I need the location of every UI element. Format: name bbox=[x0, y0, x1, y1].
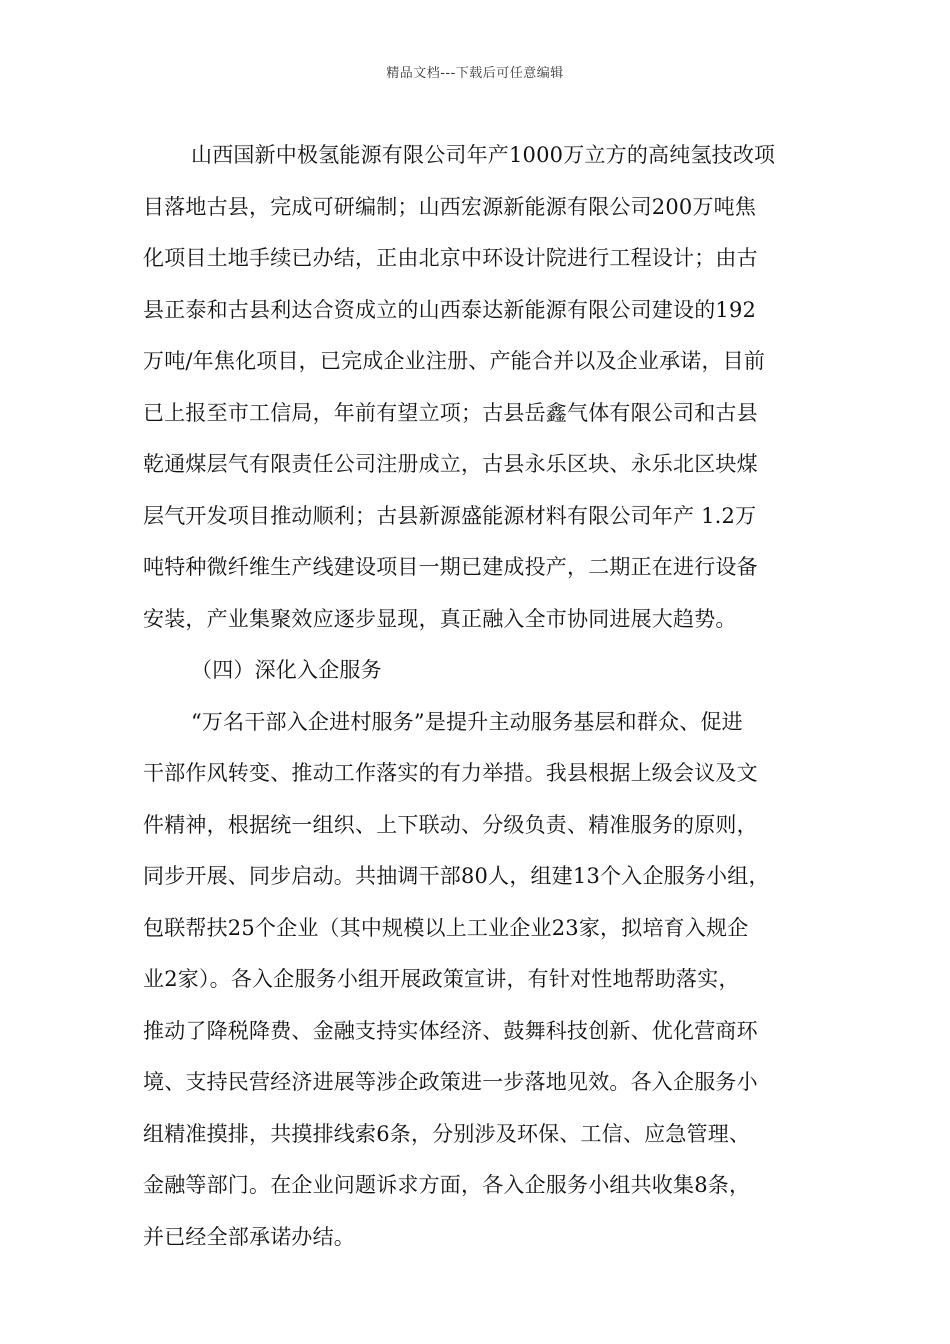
text-line: 层气开发项目推动顺利；古县新源盛能源材料有限公司年产 1.2万 bbox=[143, 503, 757, 528]
text-line: 件精神，根据统一组织、上下联动、分级负责、精准服务的原则， bbox=[143, 812, 758, 837]
text-line: “万名干部入企进村服务”是提升主动服务基层和群众、促进 bbox=[191, 709, 743, 734]
text-line: 并已经全部承诺办结。 bbox=[143, 1224, 355, 1249]
text-line: 吨特种微纤维生产线建设项目一期已建成投产，二期正在进行设备 bbox=[143, 555, 758, 579]
text-line: （四）深化入企服务 bbox=[191, 658, 382, 682]
text-line: 乾通煤层气有限责任公司注册成立，古县永乐区块、永乐北区块煤 bbox=[143, 452, 758, 476]
text-line: 包联帮扶25个企业（其中规模以上工业企业23家，拟培育入规企 bbox=[143, 915, 749, 940]
text-line: 境、支持民营经济进展等涉企政策进一步落地见效。各入企服务小 bbox=[143, 1070, 758, 1094]
text-line: 同步开展、同步启动。共抽调干部80人，组建13个入企服务小组， bbox=[143, 864, 770, 888]
text-line: 金融等部门。在企业问题诉求方面，各入企服务小组共收集8条， bbox=[143, 1173, 751, 1197]
text-line: 化项目土地手续已办结，正由北京中环设计院进行工程设计；由古 bbox=[143, 246, 758, 270]
text-line: 干部作风转变、推动工作落实的有力举措。我县根据上级会议及文 bbox=[143, 761, 758, 785]
text-line: 推动了降税降费、金融支持实体经济、鼓舞科技创新、优化营商环 bbox=[143, 1018, 758, 1043]
text-line: 县正泰和古县利达合资成立的山西泰达新能源有限公司建设的192 bbox=[143, 297, 757, 322]
text-line: 业2家）。各入企服务小组开展政策宣讲，有针对性地帮助落实， bbox=[143, 967, 740, 991]
text-line: 目落地古县，完成可研编制；山西宏源新能源有限公司200万吨焦 bbox=[143, 194, 757, 219]
text-line: 组精准摸排，共摸排线索6条，分别涉及环保、工信、应急管理、 bbox=[143, 1121, 751, 1146]
text-line: 山西国新中极氢能源有限公司年产1000万立方的高纯氢技改项 bbox=[191, 143, 776, 167]
text-line: 已上报至市工信局，年前有望立项；古县岳鑫气体有限公司和古县 bbox=[143, 400, 758, 425]
page-header: 精品文档---下载后可任意编辑 bbox=[386, 66, 564, 81]
document-body bbox=[143, 130, 823, 1263]
text-line: 万吨/年焦化项目，已完成企业注册、产能合并以及企业承诺，目前 bbox=[143, 349, 766, 373]
text-line: 安装，产业集聚效应逐步显现，真正融入全市协同进展大趋势。 bbox=[143, 606, 737, 631]
